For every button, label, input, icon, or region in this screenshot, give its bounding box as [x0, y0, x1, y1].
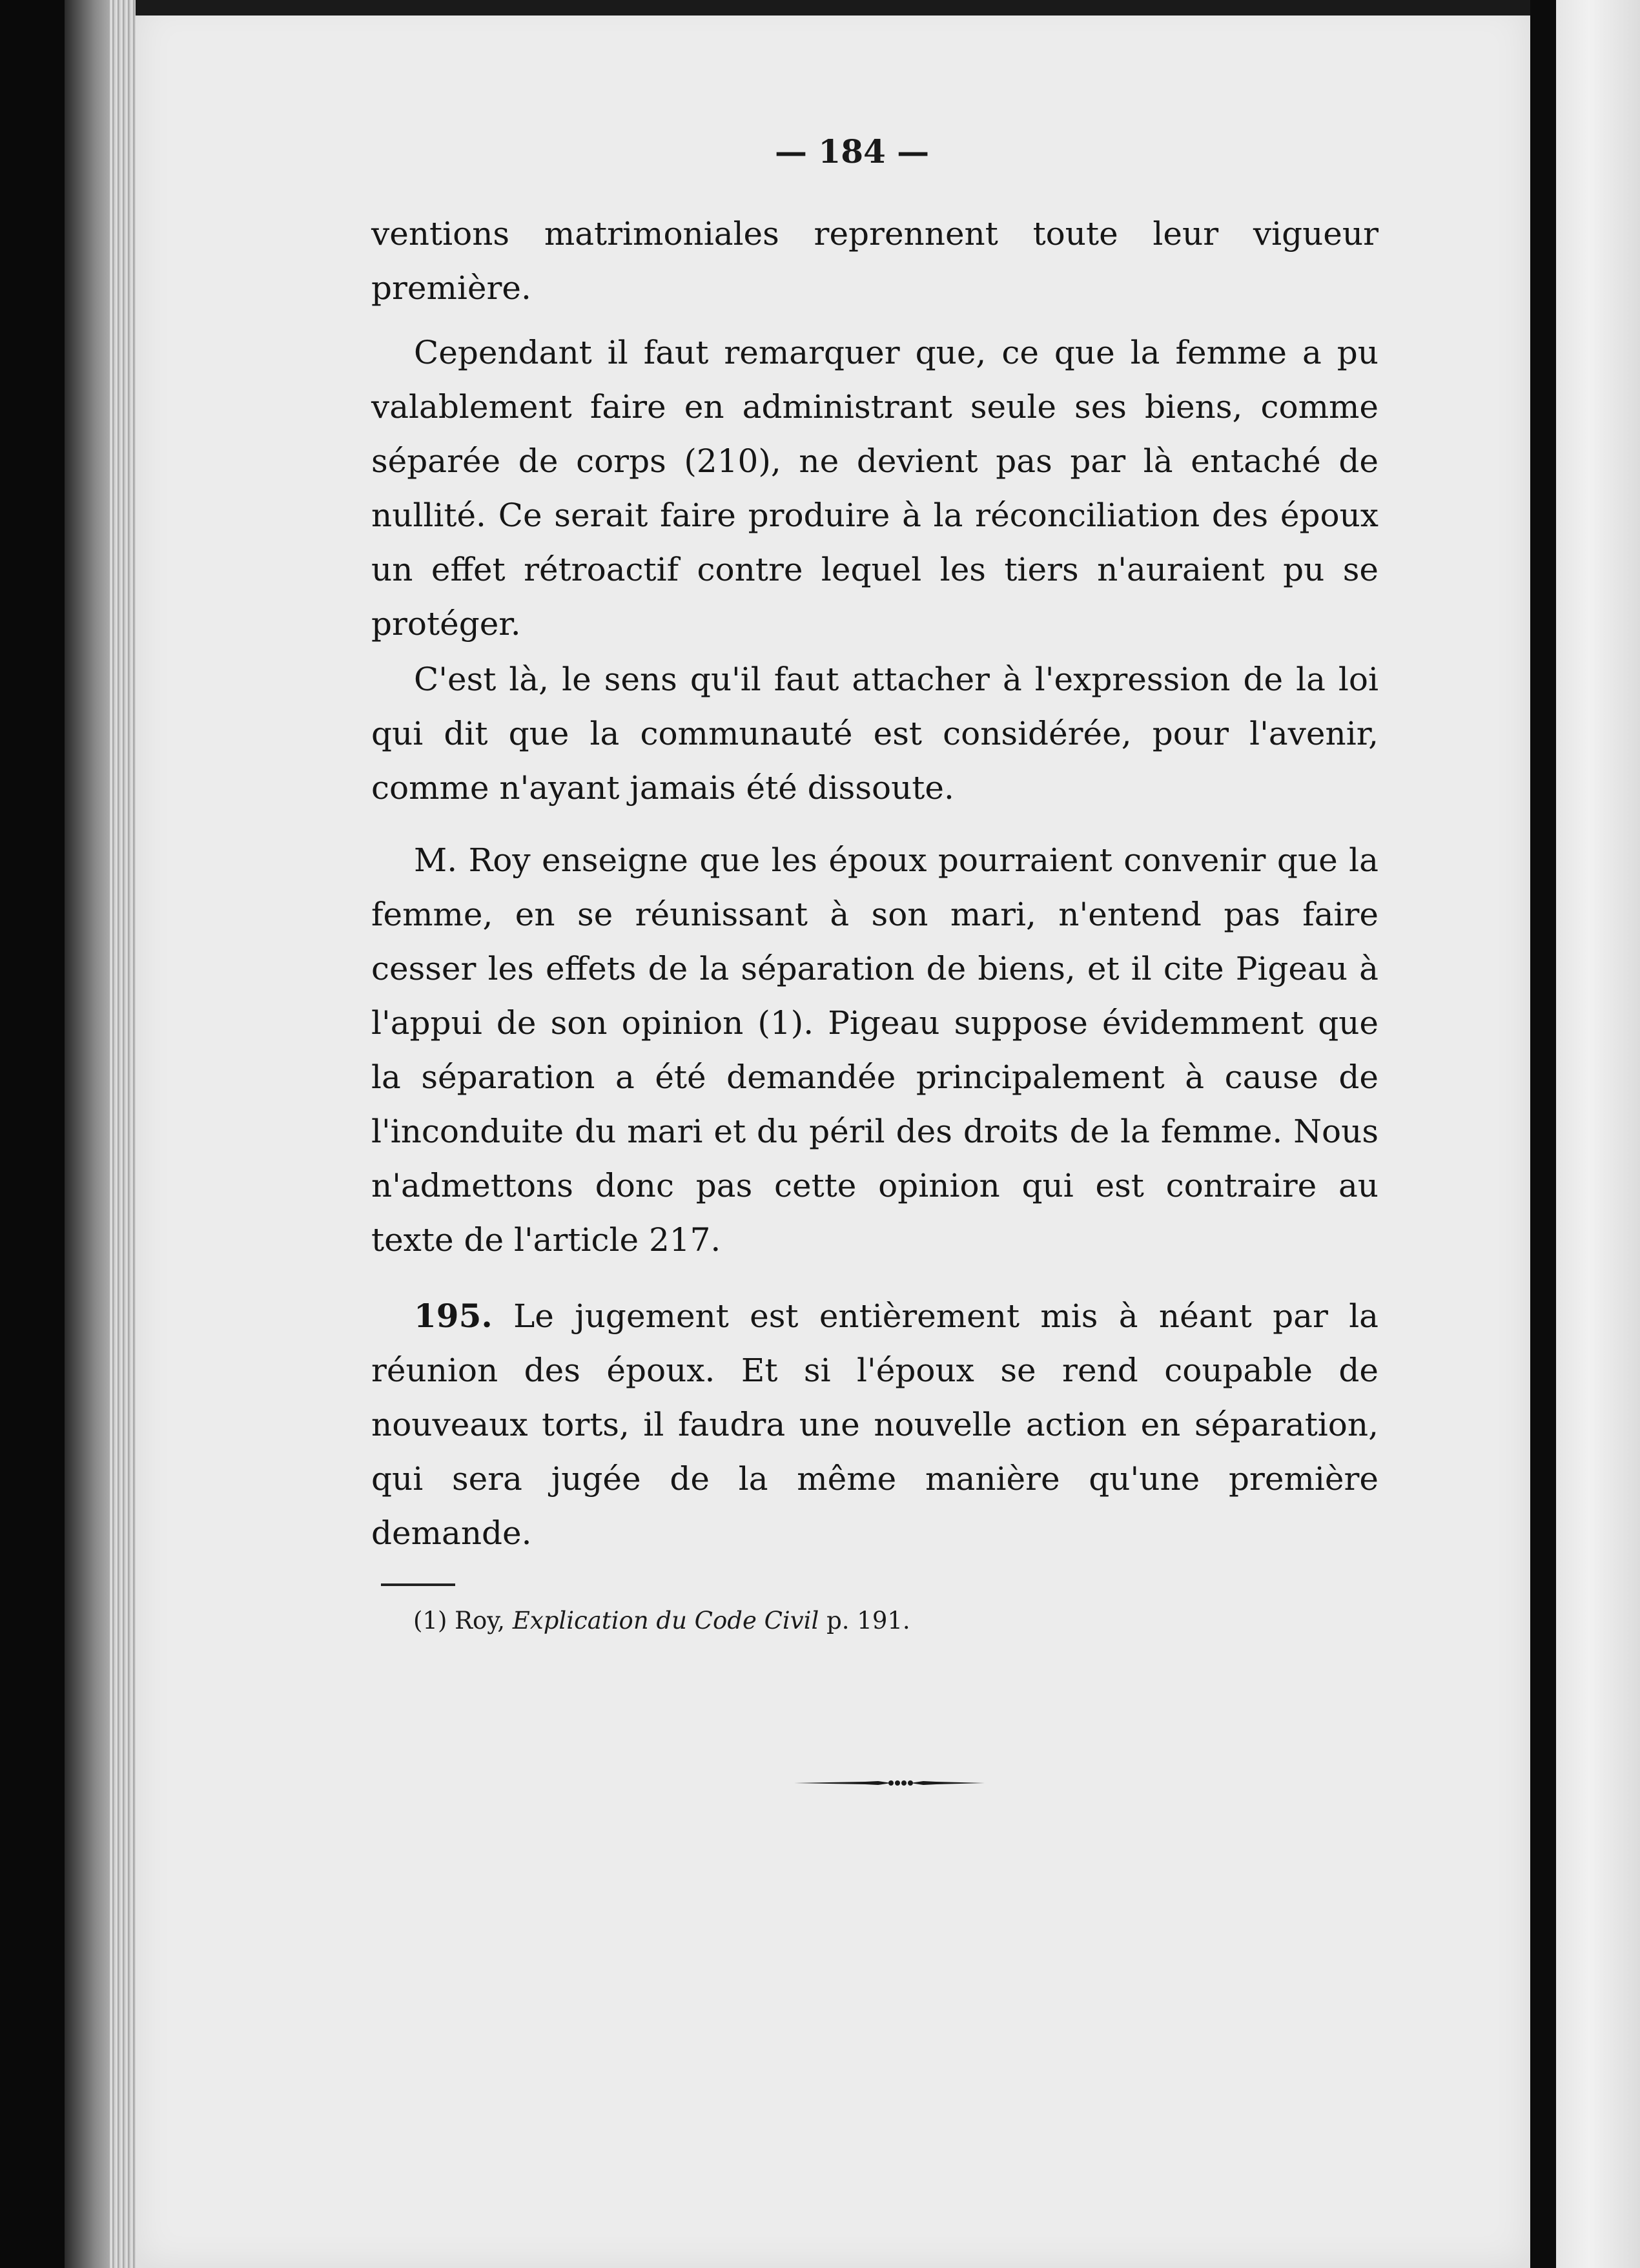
section-number: 195.	[414, 1297, 493, 1335]
right-scan-border	[1530, 0, 1556, 2268]
footnote-rule	[381, 1583, 455, 1586]
footnote-marker: (1) Roy,	[413, 1607, 513, 1634]
paragraph-continuation: ventions matrimoniales reprennent toute leur vigueur première.	[371, 215, 1379, 307]
paragraph-195	[371, 1289, 1379, 1560]
paragraph-m-roy: M. Roy enseigne que les époux pourraient convenir que la femme, en se réunissant à son mari, n'entend pas faire cesser les effets de la séparation de biens, et il cite Pigeau à l'appui de son opinion (1). Pigeau suppose évidemment que la séparation a été demandée principalement à cause de l'inconduite du mari et du péril des droits de la femme. Nous n'admettons donc pas cette opinion qui est contraire au texte de l'article 217.	[371, 841, 1379, 1259]
end-ornament	[794, 1779, 985, 1787]
book-spine-shadow	[65, 0, 116, 2268]
page-stack-edge	[110, 0, 136, 2268]
footnote-title: Explication du Code Civil	[512, 1607, 819, 1634]
next-page-edge	[1556, 0, 1640, 2268]
paragraph-195-text: Le jugement est entièrement mis à néant par la réunion des époux. Et si l'époux se rend coupable de nouveaux torts, il faudra une nouvelle action en séparation, qui sera jugée de la même manière qu'une première demande.	[371, 1297, 1379, 1552]
page-number: — 184 —	[775, 132, 930, 170]
paragraph-cependant: Cependant il faut remarquer que, ce que la femme a pu valablement faire en administrant seule ses biens, comme séparée de corps (210), ne devient pas par là entaché de nullité. Ce serait faire produire à la réconciliation des époux un effet rétroactif contre lequel les tiers n'auraient pu se protéger.	[371, 334, 1379, 643]
footnote	[413, 1602, 910, 1640]
paragraph-c-est-la: C'est là, le sens qu'il faut attacher à l'expression de la loi qui dit que la communauté est considérée, pour l'avenir, comme n'ayant jamais été dissoute.	[371, 661, 1379, 807]
footnote-page: p. 191.	[819, 1607, 910, 1634]
top-scan-edge	[136, 0, 1530, 15]
